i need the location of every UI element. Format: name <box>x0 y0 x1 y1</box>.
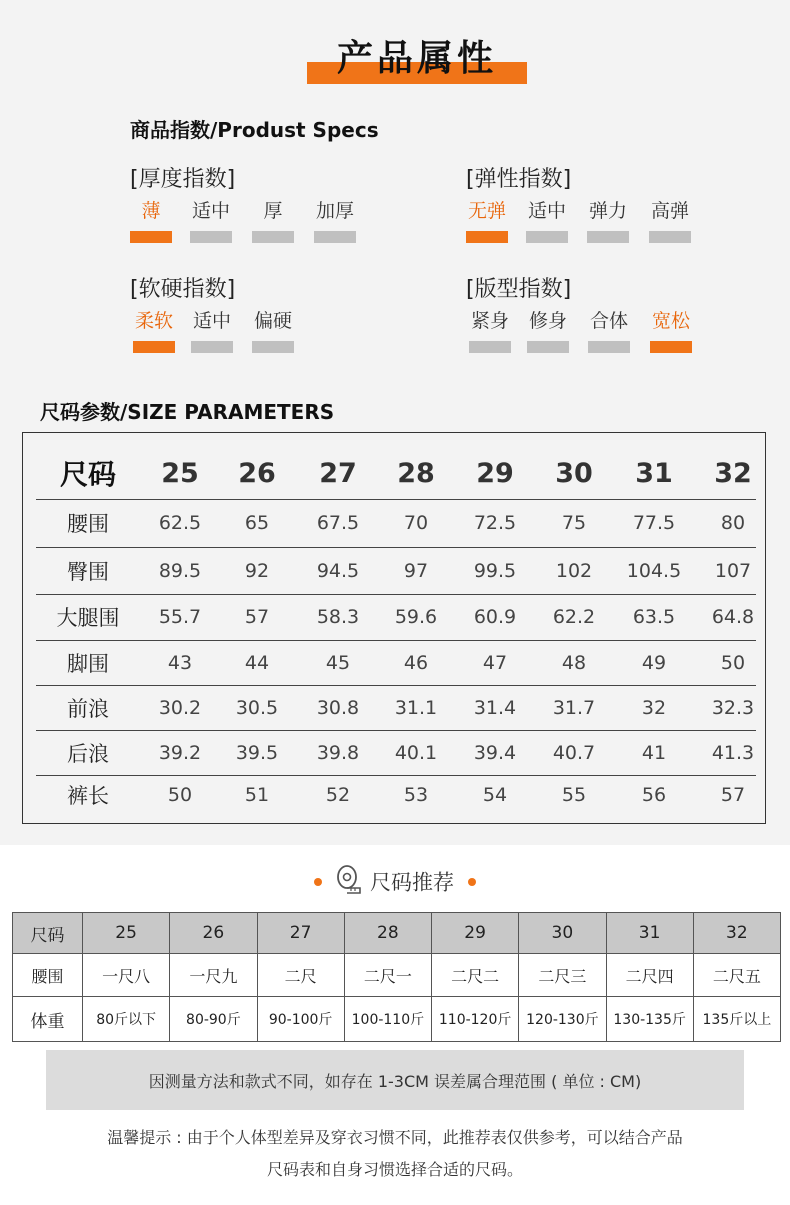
size-value-cell: 39.5 <box>235 741 279 764</box>
size-header-cell: 25 <box>161 457 199 489</box>
size-value-cell: 43 <box>167 651 193 674</box>
size-header-cell: 28 <box>397 457 435 489</box>
size-header-cell: 31 <box>635 457 673 489</box>
size-value-cell: 41.3 <box>711 741 755 764</box>
size-value-cell: 31.4 <box>473 696 517 719</box>
size-value-cell: 31.7 <box>552 696 596 719</box>
size-value-cell: 39.8 <box>316 741 360 764</box>
specs-heading: 商品指数/Produst Specs <box>130 118 379 142</box>
size-value-cell: 40.7 <box>552 741 596 764</box>
size-row <box>36 547 756 595</box>
recommend-cell: 80斤以下 <box>83 997 170 1042</box>
page-title: 产品属性 <box>336 38 497 79</box>
orange-dot-left <box>314 878 322 886</box>
option-label: 宽松 <box>651 310 690 332</box>
size-value-cell: 30.8 <box>316 696 360 719</box>
size-recommendation-table <box>12 912 781 1042</box>
size-value-cell: 31.1 <box>394 696 438 719</box>
row-label: 裤长 <box>67 784 109 808</box>
size-row <box>36 685 756 731</box>
recommend-cell: 二尺四 <box>606 954 693 997</box>
size-value-cell: 55.7 <box>158 606 202 628</box>
option-label: 修身 <box>528 310 567 332</box>
elasticity-option <box>526 196 568 243</box>
size-value-cell: 39.4 <box>473 741 517 764</box>
recommend-cell: 90-100斤 <box>257 997 344 1042</box>
indicator-bar <box>526 231 568 243</box>
indicator-bar-active <box>130 231 172 243</box>
size-value-cell: 80 <box>720 512 746 534</box>
indicator-bar <box>469 341 511 353</box>
option-label: 适中 <box>192 310 231 332</box>
size-value-cell: 57 <box>244 606 270 628</box>
recommend-cell: 28 <box>344 913 431 954</box>
recommend-row <box>13 997 781 1042</box>
recommend-cell: 27 <box>257 913 344 954</box>
size-heading: 尺码参数/SIZE PARAMETERS <box>40 400 335 424</box>
size-value-cell: 46 <box>403 651 429 674</box>
measurement-error-note <box>46 1050 744 1110</box>
size-row <box>36 730 756 776</box>
row-label: 臀围 <box>67 559 109 584</box>
size-value-cell: 49 <box>641 651 667 674</box>
indicator-bar <box>190 231 232 243</box>
orange-dot-right <box>468 878 476 886</box>
row-label: 脚围 <box>67 651 109 676</box>
recommend-cell: 31 <box>606 913 693 954</box>
size-value-cell: 32 <box>641 696 667 719</box>
thickness-option <box>130 196 172 243</box>
size-value-cell: 56 <box>641 784 667 806</box>
recommend-row <box>13 954 781 997</box>
option-label: 弹力 <box>588 200 627 222</box>
option-label: 偏硬 <box>253 310 292 332</box>
size-value-cell: 54 <box>482 784 508 806</box>
size-header-cell: 27 <box>319 457 357 489</box>
size-header-cell: 29 <box>476 457 514 489</box>
indicator-bar-active <box>650 341 692 353</box>
indicator-bar <box>527 341 569 353</box>
recommend-cell: 130-135斤 <box>606 997 693 1042</box>
size-value-cell: 50 <box>720 651 746 674</box>
option-label: 合体 <box>589 310 628 332</box>
size-value-cell: 30.5 <box>235 696 279 719</box>
recommend-cell: 一尺九 <box>170 954 257 997</box>
recommend-cell: 二尺五 <box>693 954 780 997</box>
size-value-cell: 39.2 <box>158 741 202 764</box>
size-header-cell: 32 <box>714 457 752 489</box>
option-label: 厚 <box>263 200 283 222</box>
size-row <box>36 499 756 548</box>
row-label: 尺码 <box>59 458 116 491</box>
size-value-cell: 63.5 <box>632 606 676 628</box>
indicator-bar <box>191 341 233 353</box>
elasticity-option <box>587 196 629 243</box>
recommend-row-label: 尺码 <box>13 913 83 954</box>
thickness-option <box>252 196 294 243</box>
recommend-cell: 二尺一 <box>344 954 431 997</box>
size-value-cell: 65 <box>244 512 270 534</box>
size-row <box>36 594 756 641</box>
size-header-row <box>36 447 756 500</box>
size-value-cell: 53 <box>403 784 429 806</box>
indicator-bar-active <box>133 341 175 353</box>
recommend-cell: 32 <box>693 913 780 954</box>
size-value-cell: 77.5 <box>632 512 676 534</box>
option-label: 薄 <box>141 200 161 222</box>
size-value-cell: 40.1 <box>394 741 438 764</box>
softness-option <box>252 306 294 353</box>
size-value-cell: 94.5 <box>316 559 360 582</box>
size-value-cell: 97 <box>403 559 429 582</box>
recommend-row-label: 体重 <box>13 997 83 1042</box>
recommend-cell: 135斤以上 <box>693 997 780 1042</box>
elasticity-option <box>466 196 508 243</box>
recommend-row <box>13 913 781 954</box>
size-value-cell: 92 <box>244 559 270 582</box>
indicator-bar <box>588 341 630 353</box>
thickness-option <box>314 196 356 243</box>
size-value-cell: 57 <box>720 784 746 806</box>
measuring-tape-icon <box>336 864 362 899</box>
size-value-cell: 107 <box>714 559 752 582</box>
size-value-cell: 99.5 <box>473 559 517 582</box>
error-note-text: 因测量方法和款式不同，如存在 1-3CM 误差属合理范围 ( 单位 : CM) <box>148 1071 642 1091</box>
row-label: 后浪 <box>67 741 109 766</box>
option-label: 适中 <box>191 200 230 222</box>
softness-title-text: [软硬指数] <box>130 277 236 302</box>
size-value-cell: 44 <box>244 651 270 674</box>
size-value-cell: 102 <box>555 559 593 582</box>
recommend-cell: 26 <box>170 913 257 954</box>
size-value-cell: 70 <box>403 512 429 534</box>
size-value-cell: 72.5 <box>473 512 517 534</box>
elasticity-option <box>649 196 691 243</box>
recommend-heading <box>0 864 790 903</box>
recommend-cell: 80-90斤 <box>170 997 257 1042</box>
size-value-cell: 62.2 <box>552 606 596 628</box>
softness-option <box>133 306 175 353</box>
size-value-cell: 55 <box>561 784 587 806</box>
indicator-bar <box>252 231 294 243</box>
option-label: 高弹 <box>650 200 689 222</box>
fit-group-title <box>466 272 571 303</box>
size-value-cell: 50 <box>167 784 193 806</box>
size-value-cell: 64.8 <box>711 606 755 628</box>
indicator-bar <box>587 231 629 243</box>
recommend-cell: 二尺 <box>257 954 344 997</box>
size-value-cell: 60.9 <box>473 606 517 628</box>
size-parameters-table <box>22 432 766 824</box>
softness-option <box>191 306 233 353</box>
fit-title-text: [版型指数] <box>466 277 572 302</box>
fit-option <box>650 306 692 353</box>
indicator-bar-active <box>466 231 508 243</box>
size-value-cell: 89.5 <box>158 559 202 582</box>
option-label: 紧身 <box>470 310 509 332</box>
size-value-cell: 59.6 <box>394 606 438 628</box>
size-value-cell: 75 <box>561 512 587 534</box>
thickness-group-title <box>130 162 235 193</box>
indicator-bar <box>649 231 691 243</box>
size-value-cell: 52 <box>325 784 351 806</box>
row-label: 大腿围 <box>56 606 120 630</box>
option-label: 柔软 <box>134 310 173 332</box>
softness-group-title <box>130 272 235 303</box>
row-label: 前浪 <box>67 696 109 721</box>
recommend-cell: 一尺八 <box>83 954 170 997</box>
size-header-cell: 26 <box>238 457 276 489</box>
thickness-option <box>190 196 232 243</box>
size-value-cell: 32.3 <box>711 696 755 719</box>
recommend-cell: 110-120斤 <box>432 997 519 1042</box>
size-row <box>36 640 756 686</box>
recommend-cell: 二尺三 <box>519 954 606 997</box>
recommend-cell: 25 <box>83 913 170 954</box>
row-label: 腰围 <box>67 512 109 536</box>
recommend-cell: 29 <box>432 913 519 954</box>
recommend-cell: 二尺二 <box>432 954 519 997</box>
size-value-cell: 30.2 <box>158 696 202 719</box>
recommend-cell: 120-130斤 <box>519 997 606 1042</box>
option-label: 适中 <box>527 200 566 222</box>
recommend-row-label: 腰围 <box>13 954 83 997</box>
tip-line-2: 尺码表和自身习惯选择合适的尺码。 <box>266 1160 523 1179</box>
size-value-cell: 48 <box>561 651 587 674</box>
size-row <box>36 775 756 815</box>
indicator-bar <box>314 231 356 243</box>
elasticity-group-title <box>466 162 571 193</box>
elasticity-title-text: [弹性指数] <box>466 167 572 192</box>
fit-option <box>588 306 630 353</box>
size-value-cell: 67.5 <box>316 512 360 534</box>
fit-option <box>469 306 511 353</box>
size-value-cell: 51 <box>244 784 270 806</box>
size-value-cell: 62.5 <box>158 512 202 534</box>
indicator-bar <box>252 341 294 353</box>
size-value-cell: 41 <box>641 741 667 764</box>
fit-option <box>527 306 569 353</box>
size-value-cell: 104.5 <box>626 559 682 582</box>
recommend-cell: 100-110斤 <box>344 997 431 1042</box>
size-value-cell: 58.3 <box>316 606 360 628</box>
option-label: 无弹 <box>467 200 506 222</box>
size-header-cell: 30 <box>555 457 593 489</box>
tip-line-1: 温馨提示 : 由于个人体型差异及穿衣习惯不同，此推荐表仅供参考，可以结合产品 <box>107 1128 683 1147</box>
recommend-cell: 30 <box>519 913 606 954</box>
recommend-title: 尺码推荐 <box>370 870 454 895</box>
size-value-cell: 45 <box>325 651 351 674</box>
thickness-title-text: [厚度指数] <box>130 167 236 192</box>
option-label: 加厚 <box>315 200 354 222</box>
size-value-cell: 47 <box>482 651 508 674</box>
